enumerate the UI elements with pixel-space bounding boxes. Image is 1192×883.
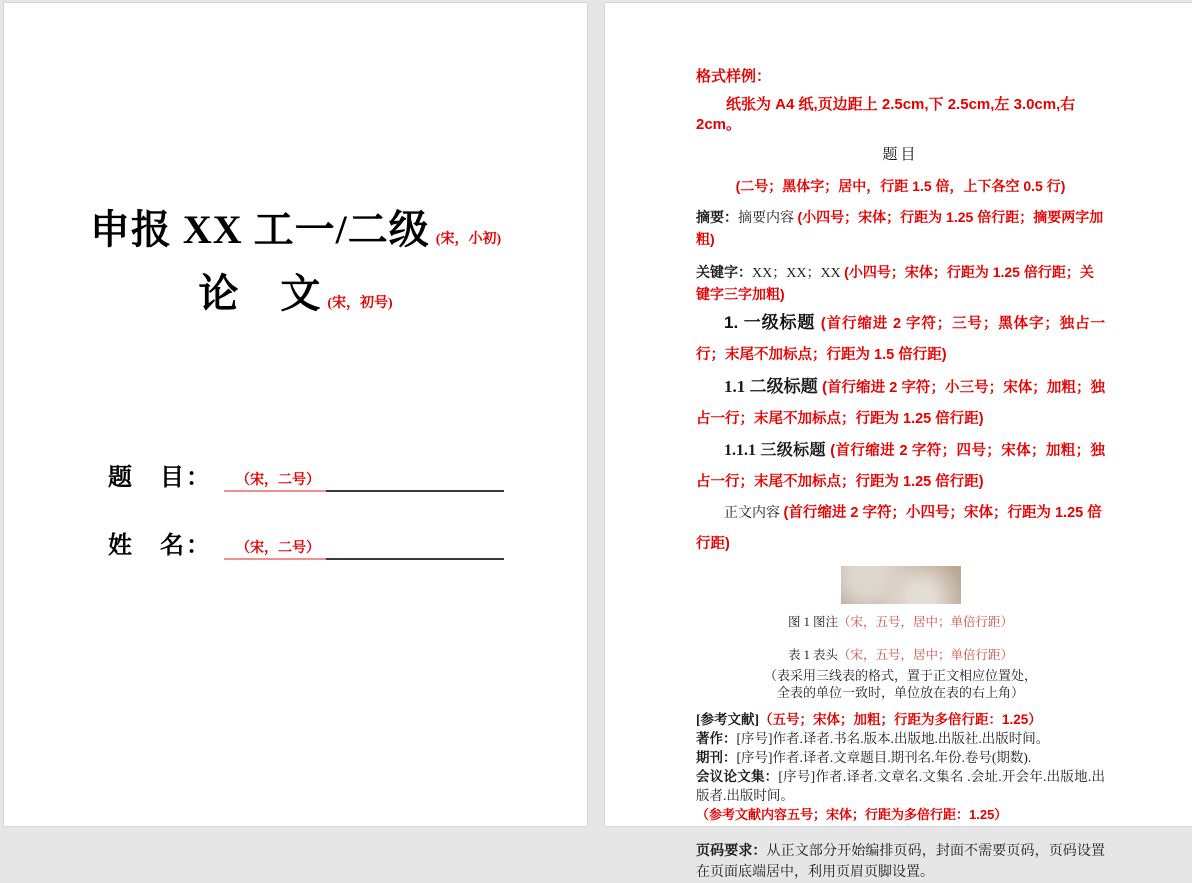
page-number-label: 页码要求： bbox=[696, 844, 767, 859]
cover-page bbox=[3, 2, 588, 827]
heading-level3-label: 1.1.1 三级标题 bbox=[724, 442, 831, 459]
abstract-label: 摘要： bbox=[696, 211, 738, 226]
reference-item-proceedings bbox=[696, 767, 1105, 805]
format-sample-page bbox=[604, 2, 1192, 880]
abstract-body: 摘要内容 bbox=[738, 211, 798, 226]
reference-item-book bbox=[696, 729, 1105, 748]
cover-subtitle-text: 论 文 bbox=[198, 271, 322, 316]
name-field-font-note: （宋，二号） bbox=[224, 537, 326, 560]
cover-title-block bbox=[4, 203, 587, 331]
title-field-row bbox=[108, 456, 504, 492]
table-caption-note: （宋，五号，居中；单倍行距） bbox=[838, 648, 1014, 662]
name-field-underline bbox=[224, 530, 504, 560]
reference-journal-label: 期刊： bbox=[696, 750, 737, 765]
blurred-photo bbox=[841, 566, 961, 604]
cover-title-line2 bbox=[4, 267, 587, 331]
reference-book-label: 著作： bbox=[696, 731, 737, 746]
cover-title-font-note: (宋，小初) bbox=[435, 232, 502, 247]
references-label: [参考文献] bbox=[696, 712, 759, 727]
reference-item-journal bbox=[696, 748, 1105, 767]
title-field-label: 题 目： bbox=[108, 465, 212, 491]
title-field-font-note: （宋，二号） bbox=[224, 469, 326, 492]
table-note-line2: 全表的单位一致时，单位放在表的右上角） bbox=[776, 685, 1024, 700]
heading-level1-label: 1. 一级标题 bbox=[724, 313, 821, 332]
reference-book-body: [序号]作者.译者.书名.版本.出版地.出版社.出版时间。 bbox=[736, 731, 1050, 746]
figure-caption bbox=[696, 614, 1105, 631]
paper-spec-line: 纸张为 A4 纸,页边距上 2.5cm,下 2.5cm,左 3.0cm,右 2cm。 bbox=[696, 96, 1076, 133]
format-content bbox=[605, 3, 1192, 883]
heading-level3-line bbox=[696, 435, 1105, 498]
keywords-label: 关键字： bbox=[696, 266, 752, 281]
title-field-underline bbox=[224, 462, 504, 492]
cover-subtitle-font-note: (宋，初号) bbox=[327, 296, 393, 311]
references-content-note: （参考文献内容五号；宋体；行距为多倍行距：1.25） bbox=[696, 807, 1008, 822]
heading-level2-note: (首行缩进 2 字符；小三号；宋体；加粗；独占一行；末尾不加标点；行距为 1.25 倍行距) bbox=[696, 380, 1106, 427]
reference-proceedings-body: [序号]作者.译者.文章名.文集名 .会址.开会年.出版地.出版者.出版时间。 bbox=[696, 769, 1105, 803]
table-note-line1: （表采用三线表的格式，置于正文相应位置处， bbox=[763, 668, 1037, 683]
abstract-format-note: (小四号；宋体；行距为 1.25 倍行距；摘要两字加粗) bbox=[696, 209, 1104, 247]
name-field-row bbox=[108, 524, 504, 560]
figure-caption-label: 图 1 图注 bbox=[787, 615, 838, 629]
abstract-line bbox=[696, 207, 1105, 251]
name-field-label: 姓 名： bbox=[108, 533, 212, 559]
page-number-requirement bbox=[696, 841, 1105, 883]
body-text-label: 正文内容 bbox=[724, 506, 784, 521]
sample-figure-image bbox=[841, 566, 961, 604]
heading-level2-line bbox=[696, 371, 1105, 435]
figure-caption-note: （宋，五号，居中；单倍行距） bbox=[838, 615, 1014, 629]
sample-doc-title: 题目 bbox=[882, 146, 919, 163]
heading-level1-line bbox=[696, 308, 1105, 371]
heading-level2-label: 1.1 二级标题 bbox=[724, 377, 823, 396]
format-heading: 格式样例： bbox=[696, 68, 772, 85]
heading-level3-note: (首行缩进 2 字符；四号；宋体；加粗；独占一行；末尾不加标点；行距为 1.25 倍行距) bbox=[696, 443, 1105, 490]
table-caption-label: 表 1 表头 bbox=[787, 648, 838, 662]
body-text-line bbox=[696, 498, 1105, 560]
references-heading bbox=[696, 710, 1105, 729]
keywords-line bbox=[696, 262, 1105, 306]
page-number-body: 从正文部分开始编排页码，封面不需要页码，页码设置在页面底端居中，利用页眉页脚设置。 bbox=[696, 844, 1106, 880]
headings-block bbox=[696, 308, 1105, 560]
doc-title-format-note: (二号；黑体字；居中，行距 1.5 倍，上下各空 0.5 行) bbox=[735, 178, 1066, 194]
cover-fields bbox=[108, 456, 504, 560]
keywords-body: XX；XX；XX bbox=[752, 266, 845, 281]
table-caption bbox=[696, 647, 1105, 664]
heading-level1-note: (首行缩进 2 字符；三号；黑体字；独占一行；末尾不加标点；行距为 1.5 倍行距) bbox=[696, 316, 1105, 363]
reference-proceedings-label: 会议论文集： bbox=[696, 769, 779, 784]
body-text-note: (首行缩进 2 字符；小四号；宋体；行距为 1.25 倍行距) bbox=[696, 505, 1102, 552]
cover-title-text: 申报 XX 工一/二级 bbox=[89, 207, 430, 252]
references-format-note: （五号；宋体；加粗；行距为多倍行距：1.25） bbox=[759, 712, 1042, 727]
cover-title-line1 bbox=[4, 203, 587, 267]
keywords-format-note: (小四号；宋体；行距为 1.25 倍行距；关键字三字加粗) bbox=[696, 264, 1094, 302]
reference-journal-body: [序号]作者.译者.文章题目.期刊名.年份.卷号(期数). bbox=[736, 750, 1032, 765]
